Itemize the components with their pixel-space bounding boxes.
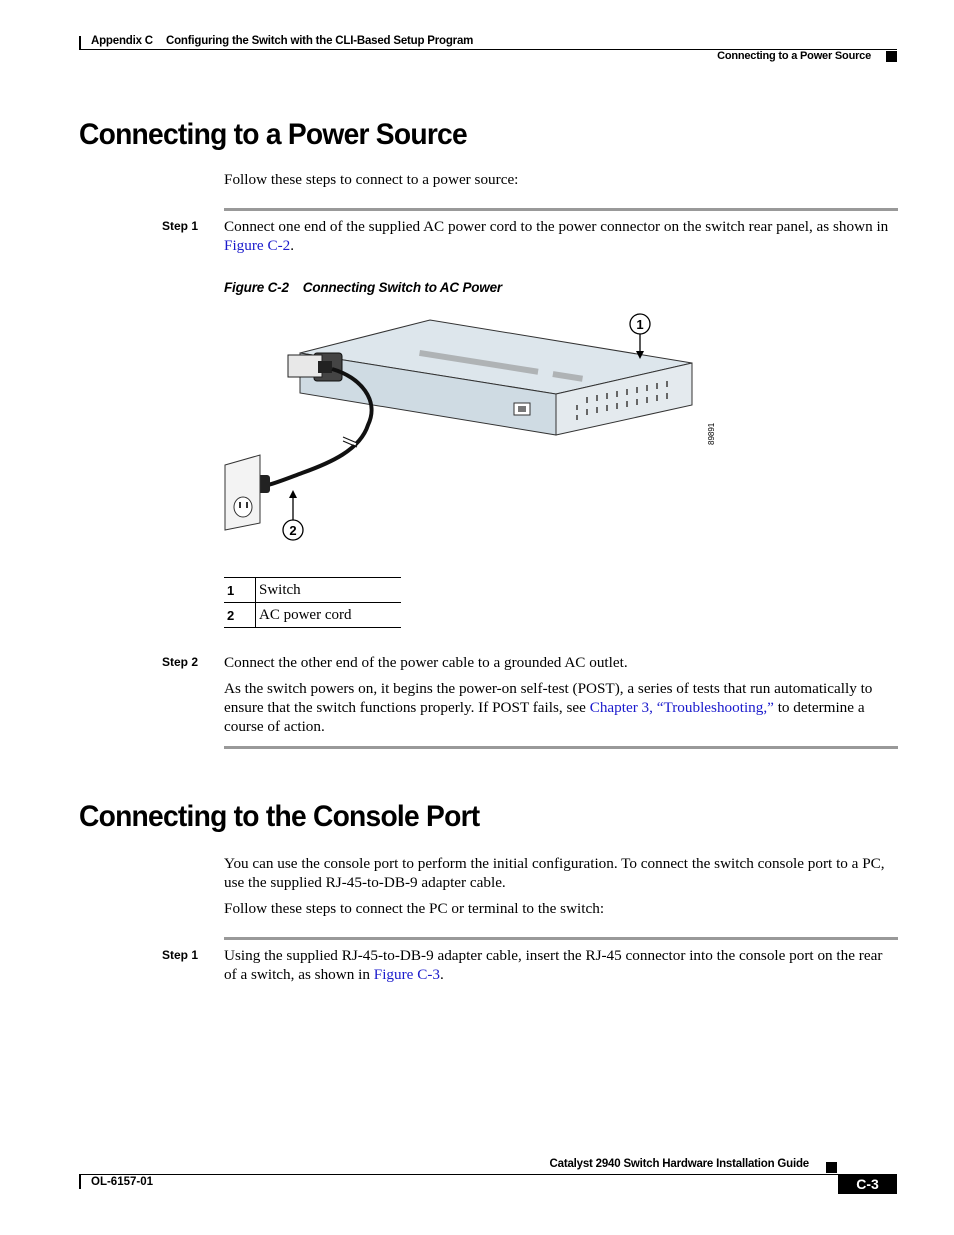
- figure-legend-table: [224, 577, 401, 628]
- figure-link[interactable]: Figure C-2: [224, 237, 291, 254]
- header-appendix: Appendix C: [91, 35, 153, 47]
- footer-left-bar: [79, 1174, 81, 1189]
- header-marker: [886, 51, 897, 62]
- footer-guide-title: Catalyst 2940 Switch Hardware Installation Guide: [549, 1158, 809, 1170]
- header-chapter-title: Configuring the Switch with the CLI-Based Setup Program: [166, 35, 474, 47]
- step-label: Step 1: [162, 948, 199, 962]
- header-section: Connecting to a Power Source: [717, 50, 871, 62]
- footer-marker: [826, 1162, 837, 1173]
- figure-caption: [224, 280, 502, 295]
- figure-link[interactable]: Figure C-3: [373, 966, 440, 983]
- chapter-link[interactable]: Chapter 3, “Troubleshooting,”: [589, 699, 774, 716]
- intro-paragraph: Follow these steps to connect to a power source:: [224, 171, 519, 188]
- step-text: Connect one end of the supplied AC power cord to the power connector on the switch rear panel, as shown in Figure C-2.: [224, 218, 889, 254]
- figure-title: Connecting Switch to AC Power: [302, 280, 502, 295]
- switch-power-illustration: [220, 305, 720, 550]
- console-paragraph: You can use the console port to perform the initial configuration. To connect the switch console port to a PC, use the supplied RJ-45-to-DB-9 adapter cable.: [224, 855, 885, 891]
- section-title-power: Connecting to a Power Source: [79, 118, 467, 151]
- footer-doc-number: OL-6157-01: [91, 1176, 154, 1188]
- step-rule: [224, 208, 898, 211]
- console-intro: Follow these steps to connect the PC or terminal to the switch:: [224, 900, 605, 917]
- step-end-rule: [224, 746, 898, 749]
- figure-label: Figure C-2: [224, 280, 289, 295]
- header-left-bar: [79, 36, 81, 50]
- footer-rule: [79, 1174, 897, 1175]
- svg-text:2: 2: [289, 523, 297, 538]
- table-row: 2 AC power cord: [224, 603, 401, 628]
- section-title-console: Connecting to the Console Port: [79, 800, 480, 833]
- step-text: Using the supplied RJ-45-to-DB-9 adapter cable, insert the RJ-45 connector into the console port on the rear of a switch, as shown in Figure C-3.: [224, 947, 883, 983]
- step-label: Step 2: [162, 655, 199, 669]
- post-paragraph: As the switch powers on, it begins the power-on self-test (POST), a series of tests that run automatically to ensure that the switch functions properly. If POST fails, see Chapter 3, “Troubleshooting,” to determine a course of action.: [224, 680, 873, 735]
- svg-text:89891: 89891: [707, 422, 716, 445]
- step-rule: [224, 937, 898, 940]
- svg-text:1: 1: [636, 317, 644, 332]
- step-label: Step 1: [162, 219, 199, 233]
- step-text: Connect the other end of the power cable to a grounded AC outlet.: [224, 654, 628, 671]
- table-row: 1 Switch: [224, 578, 401, 603]
- page-number: C-3: [838, 1174, 897, 1194]
